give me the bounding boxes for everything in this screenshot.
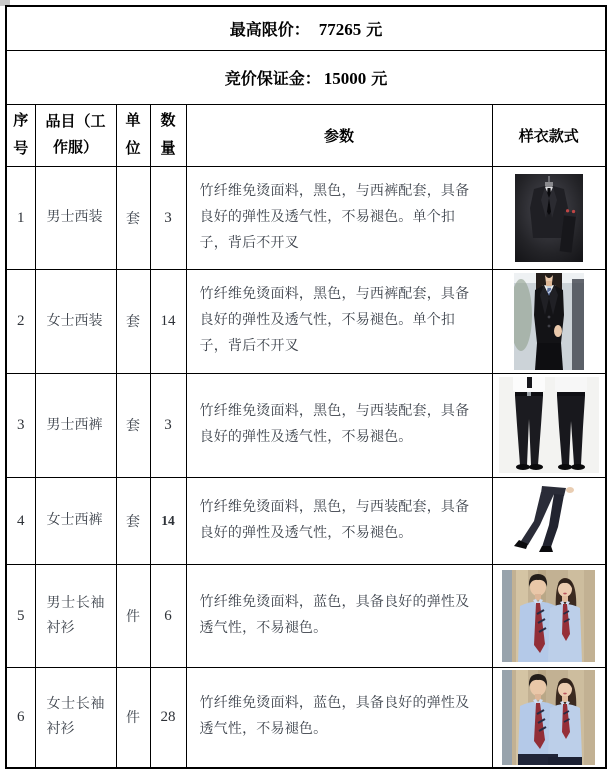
cell-qty: 3 (150, 373, 186, 477)
deposit-value: 15000 (323, 68, 367, 88)
cell-item: 女士西裤 (35, 477, 116, 564)
cell-no: 3 (6, 373, 35, 477)
cell-qty: 14 (150, 477, 186, 564)
cell-sample (492, 667, 606, 768)
header-item: 品目（工作服） (35, 104, 116, 166)
cell-unit: 套 (116, 269, 150, 373)
cell-sample (492, 373, 606, 477)
procurement-table (5, 5, 607, 769)
cell-no: 6 (6, 667, 35, 768)
cell-params: 竹纤维免烫面料，黑色，与西装配套，具备良好的弹性及透气性，不易褪色。 (186, 373, 492, 477)
cell-sample (492, 166, 606, 269)
header-params: 参数 (186, 104, 492, 166)
cell-params: 竹纤维免烫面料，黑色，与西裤配套，具备良好的弹性及透气性，不易褪色。单个扣子，背后不开叉 (186, 269, 492, 373)
cell-no: 2 (6, 269, 35, 373)
cell-unit: 套 (116, 166, 150, 269)
sample-image-shirts-couple (502, 670, 595, 765)
cell-unit: 件 (116, 667, 150, 768)
table-row (6, 166, 606, 269)
header-no: 序号 (6, 104, 35, 166)
deposit-label: 竞价保证金： (224, 70, 321, 88)
cell-unit: 套 (116, 373, 150, 477)
cell-no: 4 (6, 477, 35, 564)
cell-no: 1 (6, 166, 35, 269)
deposit-row (6, 50, 606, 104)
cell-qty: 28 (150, 667, 186, 768)
max-price-cell (6, 6, 606, 50)
cell-sample (492, 269, 606, 373)
cell-item: 男士长袖衬衫 (35, 564, 116, 667)
table-row (6, 667, 606, 768)
max-price-value: 77265 (318, 19, 362, 39)
sample-image-mens-trousers (499, 377, 599, 473)
sample-image-womens-suit (514, 273, 584, 370)
header-sample: 样衣款式 (492, 104, 606, 166)
header-qty: 数量 (150, 104, 186, 166)
cell-item: 男士西裤 (35, 373, 116, 477)
deposit-unit: 元 (371, 70, 388, 88)
cell-unit: 套 (116, 477, 150, 564)
cell-item: 男士西装 (35, 166, 116, 269)
max-price-label: 最高限价： (229, 21, 310, 39)
cell-params: 竹纤维免烫面料，黑色，与西装配套，具备良好的弹性及透气性，不易褪色。 (186, 477, 492, 564)
sample-image-womens-trousers (504, 483, 594, 559)
header-unit: 单位 (116, 104, 150, 166)
header-row (6, 104, 606, 166)
cell-sample (492, 477, 606, 564)
cell-no: 5 (6, 564, 35, 667)
max-price-row (6, 6, 606, 50)
table-row (6, 564, 606, 667)
table-row (6, 373, 606, 477)
table-row (6, 269, 606, 373)
sample-image-shirts-couple (502, 570, 595, 662)
cell-params: 竹纤维免烫面料，蓝色，具备良好的弹性及透气性，不易褪色。 (186, 667, 492, 768)
cell-qty: 14 (150, 269, 186, 373)
cell-params: 竹纤维免烫面料，黑色，与西裤配套，具备良好的弹性及透气性，不易褪色。单个扣子，背后不开叉 (186, 166, 492, 269)
cell-qty: 3 (150, 166, 186, 269)
deposit-cell (6, 50, 606, 104)
cell-item: 女士长袖衬衫 (35, 667, 116, 768)
table-row (6, 477, 606, 564)
cell-qty: 6 (150, 564, 186, 667)
cell-unit: 件 (116, 564, 150, 667)
max-price-unit: 元 (366, 21, 383, 39)
cell-params: 竹纤维免烫面料，蓝色，具备良好的弹性及透气性，不易褪色。 (186, 564, 492, 667)
sample-image-mens-suit (515, 174, 583, 262)
cell-item: 女士西装 (35, 269, 116, 373)
cell-sample (492, 564, 606, 667)
